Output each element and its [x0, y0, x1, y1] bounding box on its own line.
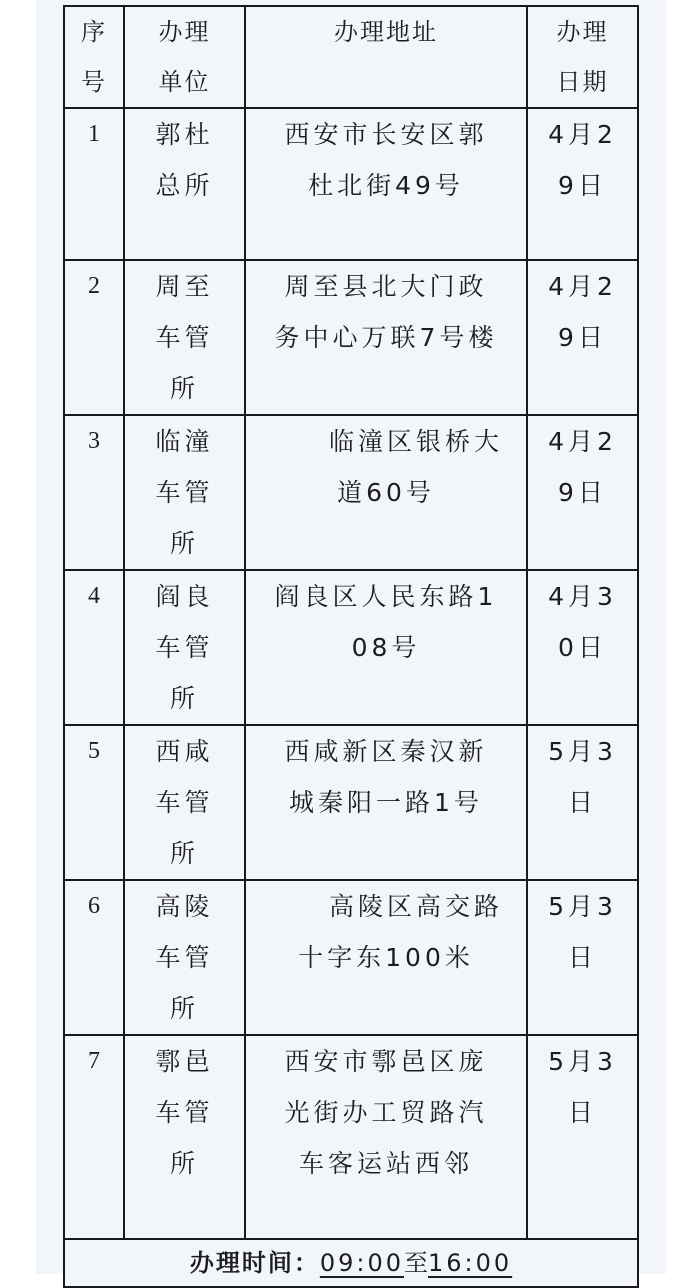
unit-line: 所: [169, 1149, 199, 1178]
header-seq-line: 序: [81, 18, 107, 46]
address-line: 高陵区高交路: [328, 892, 503, 921]
unit-line: 临潼: [155, 427, 214, 456]
office-hours-connector: 至: [404, 1249, 428, 1277]
date-line: 4月3: [548, 582, 617, 611]
table-row: [64, 880, 638, 1035]
unit-line: 所: [169, 684, 199, 713]
header-date-line: 办理: [556, 18, 609, 46]
row-date: [527, 415, 638, 570]
row-date: [527, 260, 638, 415]
date-line: 4月2: [548, 272, 617, 301]
address-line: 杜北街49号: [308, 171, 464, 200]
date-line: 5月3: [548, 892, 617, 921]
date-line: 9日: [558, 478, 607, 507]
office-hours-end: 16:00: [428, 1249, 513, 1277]
address-line: 十字东100米: [298, 943, 474, 972]
row-unit: [124, 725, 245, 880]
date-line: 5月3: [548, 737, 617, 766]
header-address-text: 办理地址: [334, 18, 438, 46]
row-address: [245, 260, 527, 415]
address-line: 西安市长安区郭: [284, 120, 488, 149]
header-unit-line: 单位: [158, 68, 211, 96]
row-date: [527, 1035, 638, 1239]
address-line: 08号: [351, 633, 421, 662]
table-row: [64, 725, 638, 880]
row-seq: 3: [64, 415, 124, 570]
row-unit: [124, 570, 245, 725]
unit-line: 高陵: [155, 892, 214, 921]
unit-line: 所: [169, 839, 199, 868]
header-unit-line: 办理: [158, 18, 211, 46]
unit-line: 鄠邑: [155, 1047, 214, 1076]
row-address: [245, 880, 527, 1035]
row-unit: [124, 108, 245, 260]
row-date: [527, 570, 638, 725]
table-row: [64, 260, 638, 415]
unit-line: 车管: [155, 633, 214, 662]
address-line: 车客运站西邻: [298, 1149, 473, 1178]
address-line: 务中心万联7号楼: [274, 323, 498, 352]
unit-line: 郭杜: [155, 120, 214, 149]
table-row: [64, 415, 638, 570]
date-line: 4月2: [548, 120, 617, 149]
office-hours: [64, 1239, 638, 1287]
table-row: [64, 1035, 638, 1239]
table-row: [64, 570, 638, 725]
unit-line: 西咸: [155, 737, 214, 766]
address-line: 周至县北大门政: [284, 272, 488, 301]
date-line: 日: [567, 943, 597, 972]
unit-line: 阎良: [155, 582, 214, 611]
row-seq: 5: [64, 725, 124, 880]
date-line: 日: [567, 788, 597, 817]
header-row: [64, 6, 638, 108]
row-address: [245, 415, 527, 570]
row-seq: 6: [64, 880, 124, 1035]
header-date-line: 日期: [556, 68, 609, 96]
unit-line: 总所: [155, 171, 214, 200]
unit-line: 所: [169, 994, 199, 1023]
header-date: [527, 6, 638, 108]
unit-line: 车管: [155, 943, 214, 972]
header-seq-line: 号: [81, 68, 107, 96]
date-line: 9日: [558, 323, 607, 352]
row-address: [245, 570, 527, 725]
date-line: 0日: [558, 633, 607, 662]
row-date: [527, 725, 638, 880]
row-seq: 7: [64, 1035, 124, 1239]
footer-row: [64, 1239, 638, 1287]
schedule-table: [63, 5, 639, 1288]
row-seq: 4: [64, 570, 124, 725]
table-row: [64, 108, 638, 260]
address-line: 阎良区人民东路1: [274, 582, 498, 611]
row-unit: [124, 260, 245, 415]
address-line: 城秦阳一路1号: [289, 788, 483, 817]
address-line: 临潼区银桥大: [328, 427, 503, 456]
row-date: [527, 880, 638, 1035]
row-address: [245, 1035, 527, 1239]
address-line: 道60号: [337, 478, 435, 507]
row-unit: [124, 415, 245, 570]
unit-line: 所: [169, 529, 199, 558]
row-unit: [124, 880, 245, 1035]
header-address: [245, 6, 527, 108]
header-seq: [64, 6, 124, 108]
row-seq: 1: [64, 108, 124, 260]
date-line: 日: [567, 1098, 597, 1127]
date-line: 4月2: [548, 427, 617, 456]
address-line: 光街办工贸路汽: [284, 1098, 488, 1127]
row-date: [527, 108, 638, 260]
header-unit: [124, 6, 245, 108]
unit-line: 车管: [155, 478, 214, 507]
date-line: 5月3: [548, 1047, 617, 1076]
row-unit: [124, 1035, 245, 1239]
unit-line: 周至: [155, 272, 214, 301]
unit-line: 车管: [155, 323, 214, 352]
date-line: 9日: [558, 171, 607, 200]
address-line: 西安市鄠邑区庞: [284, 1047, 488, 1076]
unit-line: 车管: [155, 788, 214, 817]
row-address: [245, 108, 527, 260]
office-hours-label: 办理时间：: [189, 1249, 320, 1277]
unit-line: 车管: [155, 1098, 214, 1127]
address-line: 西咸新区秦汉新: [284, 737, 488, 766]
row-seq: 2: [64, 260, 124, 415]
unit-line: 所: [169, 374, 199, 403]
office-hours-start: 09:00: [319, 1249, 404, 1277]
row-address: [245, 725, 527, 880]
